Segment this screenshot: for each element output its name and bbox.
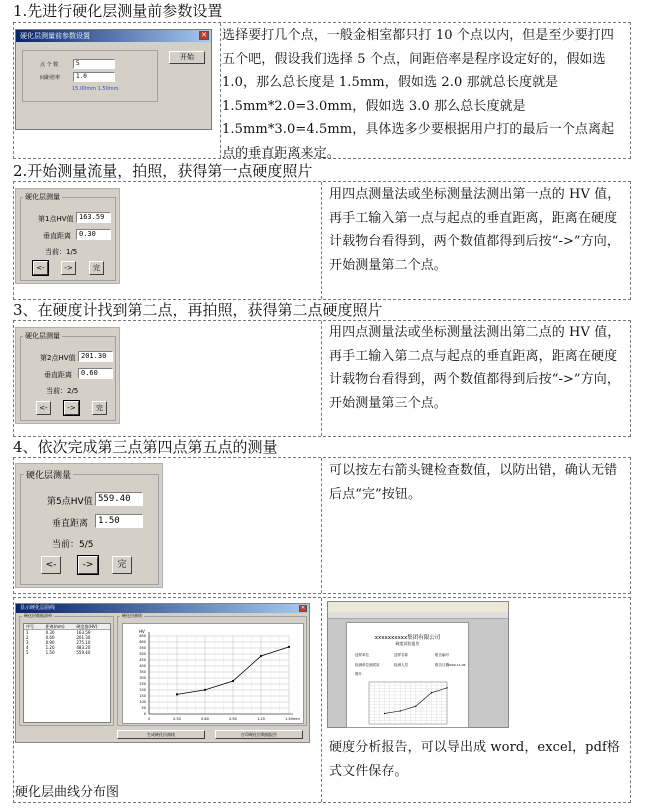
start-button[interactable]: 开始	[169, 51, 205, 64]
table-group-label: 硬化层数据清单	[24, 613, 52, 618]
step1-heading: 1.先进行硬化层测量前参数设置	[13, 2, 223, 20]
dist-label: 垂直距离	[44, 371, 72, 379]
table-cell: 4	[26, 645, 29, 650]
hv-input[interactable]: 163.59	[76, 212, 111, 223]
next-button[interactable]: ->	[64, 401, 79, 415]
current-index: 当前：5/5	[52, 540, 94, 550]
report-page	[346, 622, 469, 728]
measure-dialog-5	[15, 463, 163, 588]
x-tick-label: 1.20	[257, 717, 265, 721]
data-point	[176, 693, 178, 695]
param-dialog-title: 硬化层测量前参数设置	[16, 30, 211, 42]
group-label: 硬化层测量	[25, 332, 60, 340]
y-tick-label: 650	[139, 634, 146, 639]
report-subtitle: 硬度试验报告	[395, 641, 420, 646]
chart-group-label: 硬化层曲线	[122, 613, 142, 618]
close-icon[interactable]: ✕	[300, 605, 306, 611]
finish-button[interactable]: 完	[92, 401, 107, 415]
report-chart	[367, 680, 449, 726]
y-tick-label: 550	[139, 646, 146, 651]
hv-input[interactable]: 201.30	[78, 351, 113, 362]
table-cell: 483.20	[76, 645, 91, 650]
y-tick-label: 250	[139, 682, 146, 687]
table-row[interactable]	[24, 650, 110, 655]
report-field6: 报告日期	[435, 663, 449, 667]
y-tick-label: 150	[139, 694, 146, 699]
report-window	[327, 601, 509, 728]
table-header-cell: 序号	[26, 624, 34, 629]
report-data-point	[431, 692, 432, 693]
print-report-button[interactable]: 打印硬化层数据报告	[215, 730, 303, 739]
length-readout: 15.00mm 1.50mm	[72, 86, 119, 92]
x-axis-label: mm	[293, 717, 300, 721]
points-select[interactable]: 5	[73, 59, 115, 69]
group-label: 硬化层测量	[25, 193, 60, 201]
data-point	[288, 646, 290, 648]
dist-input[interactable]: 0.60	[78, 368, 113, 379]
y-tick-label: 0	[143, 712, 146, 717]
prev-button[interactable]: <-	[33, 261, 48, 275]
data-point	[232, 680, 234, 682]
hv-label: 第5点HV值	[47, 497, 93, 507]
step4-description: 可以按左右箭头键检查数值，以防出错，确认无错后点“完”按钮。	[329, 463, 618, 502]
dist-label: 垂直距离	[43, 232, 71, 240]
curve-window	[15, 603, 310, 743]
report-note: 图片：	[355, 672, 366, 676]
table-cell: 559.40	[76, 650, 91, 655]
report-data-point	[446, 687, 447, 688]
x-tick-label: 0.90	[229, 717, 237, 721]
generate-curve-button[interactable]: 生成硬化层曲线	[117, 730, 205, 739]
current-index: 当前：2/5	[46, 387, 79, 395]
curve-window-title: 显示硬化层曲线	[16, 604, 309, 613]
y-tick-label: 100	[139, 700, 146, 705]
data-point	[260, 655, 262, 657]
x-tick-label: 0	[147, 717, 151, 721]
current-index: 当前：1/5	[45, 248, 78, 256]
step2-description: 用四点测量法或坐标测量法测出第一点的 HV 值，再手工输入第一点与起点的垂直距离，距离在硬度计载物台看得到，两个数值都得到后按“->”方向，开始测量第二个点。	[329, 187, 621, 273]
report-field2: 送样名称	[394, 653, 408, 657]
table-cell: 0.30	[45, 630, 55, 635]
report-field3: 报告编号	[435, 653, 449, 657]
curve-chart-area	[122, 623, 304, 724]
x-tick-label: 1.50	[285, 717, 293, 721]
data-table	[23, 623, 111, 723]
table-cell: 201.30	[76, 635, 91, 640]
report-data-point	[415, 706, 416, 707]
finish-button[interactable]: 完	[89, 261, 104, 275]
y-tick-label: 400	[139, 664, 146, 669]
x-tick-label: 0.30	[173, 717, 181, 721]
step1-description: 选择要打几个点，一般金相室都只打 10 个点以内，但是至少要打四五个吧，假设我们选择 5 个点，间距倍率是程序设定好的，假如选 1.0，那么总长度是 1.5mm，假如选 2.0 那就总长度就是 1.5mm*2.0=3.0mm，假如选 3.0 那么总长度就是 1.5mm*3.0=4.5mm，具体选多少要根据用户打的最后一个点离起点的垂直距离来定。	[222, 28, 615, 161]
hv-label: 第1点HV值	[38, 215, 74, 223]
table-cell: 1.20	[45, 645, 55, 650]
dist-input[interactable]: 1.50	[95, 514, 143, 528]
step3-description: 用四点测量法或坐标测量法测出第二点的 HV 值，再手工输入第二点与起点的垂直距离，距离在硬度计载物台看得到，两个数值都得到后按“->”方向，开始测量第三个点。	[329, 325, 621, 411]
report-caption: 硬度分析报告，可以导出成 word，excel，pdf格式文件保存。	[329, 740, 621, 779]
report-field1: 送样单位	[355, 653, 369, 657]
table-header-cell: 硬度值(HV)	[76, 624, 98, 629]
next-button[interactable]: ->	[61, 261, 76, 275]
y-tick-label: 50	[141, 706, 146, 711]
points-label: 点 个 数	[40, 62, 59, 68]
table-cell: 0.90	[45, 640, 55, 645]
finish-button[interactable]: 完	[112, 556, 132, 574]
spacing-select[interactable]: 1.0	[73, 72, 115, 82]
dist-label: 垂直距离	[52, 519, 89, 529]
curve-chart	[123, 624, 303, 723]
report-data-point	[400, 710, 401, 711]
data-point	[204, 689, 206, 691]
next-button[interactable]: ->	[78, 556, 98, 574]
x-tick-label: 0.60	[201, 717, 209, 721]
table-cell: 275.10	[76, 640, 91, 645]
table-cell: 2	[26, 635, 29, 640]
curve-caption: 硬化层曲线分布图	[15, 785, 120, 800]
group-label: 硬化层测量	[24, 468, 73, 481]
prev-button[interactable]: <-	[41, 556, 61, 574]
report-chart-frame	[369, 682, 447, 724]
hv-input[interactable]: 559.40	[95, 492, 143, 506]
table-cell: 3	[26, 640, 29, 645]
close-icon[interactable]: ✕	[199, 31, 209, 40]
prev-button[interactable]: <-	[36, 401, 51, 415]
report-field4-value: 测试站	[369, 663, 380, 667]
report-company: xxxxxxxxxx集团有限公司	[374, 635, 441, 641]
y-tick-label: 300	[139, 676, 146, 681]
table-cell: 1.50	[45, 650, 55, 655]
step3-heading: 3、在硬度计找到第二点，再拍照，获得第二点硬度照片	[13, 301, 383, 319]
step4-heading: 4、依次完成第三点第四点第五点的测量	[13, 438, 278, 456]
table-cell: 0.60	[45, 635, 55, 640]
report-data-point	[384, 713, 385, 714]
dist-input[interactable]: 0.30	[76, 229, 111, 240]
y-axis-label: HV	[139, 629, 145, 634]
y-tick-label: 350	[139, 670, 146, 675]
report-field6-value: 2009-11-06	[448, 663, 466, 667]
y-tick-label: 450	[139, 658, 146, 663]
param-dialog	[15, 29, 212, 130]
measure-dialog-2	[15, 327, 120, 424]
report-field5: 检测人员	[394, 663, 408, 667]
table-header-cell: 距离(mm)	[45, 624, 65, 629]
spacing-label: 间距倍率	[40, 75, 61, 81]
table-cell: 5	[26, 650, 29, 655]
step2-heading: 2.开始测量流量，拍照，获得第一点硬度照片	[13, 162, 313, 180]
y-tick-label: 600	[139, 640, 146, 645]
report-field4: 检测单位	[355, 663, 369, 667]
table-cell: 163.59	[76, 630, 91, 635]
y-tick-label: 200	[139, 688, 146, 693]
hv-label: 第2点HV值	[40, 354, 76, 362]
table-cell: 1	[26, 630, 29, 635]
measure-dialog-1	[15, 188, 120, 284]
y-tick-label: 500	[139, 652, 146, 657]
